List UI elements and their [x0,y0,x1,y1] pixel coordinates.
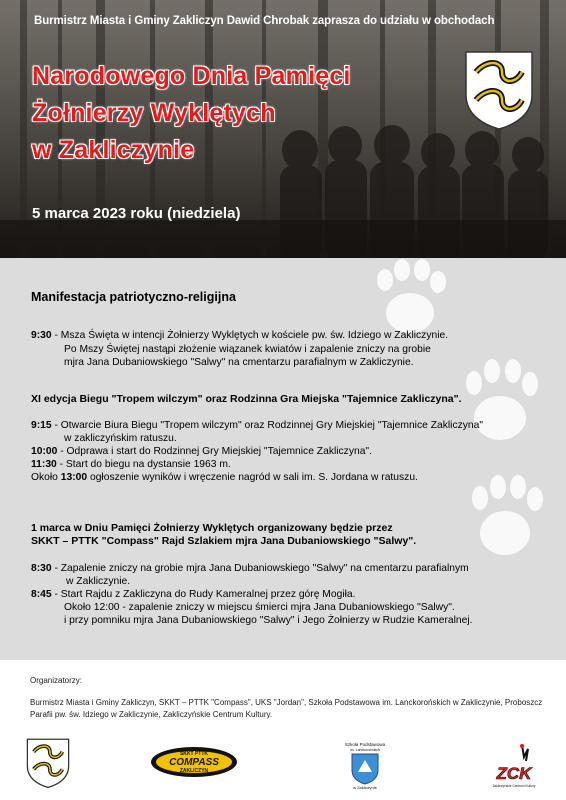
item-text: - Odprawa i start do Rodzinnej Gry Miejskiej "Tajemnice Zakliczyna". [57,446,372,457]
invitation-text: Burmistrz Miasta i Gminy Zakliczyn Dawid Chrobak zaprasza do udziału w obchodach [34,15,495,27]
school-logo [342,740,388,790]
item-text: - Start Rajdu z Zakliczyna do Rudy Kameralnej przez górę Mogiła. [51,589,356,600]
section2-item [31,472,418,483]
time-label: 11:30 [31,459,57,470]
time-label: 8:30 [31,563,52,574]
section3-item: i przy pomniku mjra Jana Dubaniowskiego "Salwy" i Jego Żołnierzy w Rudzie Kameralnej. [64,615,473,626]
item-text: - Start do biegu na dystansie 1963 m. [56,459,231,470]
section3-item [31,589,356,600]
event-date: 5 marca 2023 roku (niedziela) [32,205,241,222]
compass-main-text: COMPASS [169,757,219,768]
item-text: ogłoszenie wyników i wręczenie nagród w sali im. S. Jordana w ratuszu. [87,472,418,483]
title-line-2: Żołnierzy Wyklętych [32,99,276,127]
zakliczyn-crest-logo [464,50,534,130]
zck-logo [488,743,540,789]
hero-banner [0,0,566,258]
section2-item: w zakliczyńskim ratuszu. [64,433,177,444]
section3-heading-2: SKKT – PTTK "Compass" Rajd Szlakiem mjra Jana Dubaniowskiego "Salwy". [31,535,417,547]
compass-top-text: SKKT PTTK [179,751,209,757]
time-label: 10:00 [31,446,58,457]
section2-item [31,459,231,470]
title-line-1: Narodowego Dnia Pamięci [32,62,351,90]
zck-mark-text: ZCK [496,764,532,783]
item-text: - Zapalenie zniczy na grobie mjra Jana Dubaniowskiego "Salwy" na cmentarzu parafialnym [51,563,469,574]
section1-heading: Manifestacja patriotyczno-religijna [31,290,236,304]
school-name-line2: im. Lanckorońskich [350,748,380,752]
section3-item: w Zakliczynie. [66,576,131,587]
time-label: 9:30 [31,330,52,341]
section2-item [31,446,372,457]
section1-line-1 [31,330,448,341]
item-text: - Otwarcie Biura Biegu "Tropem wilczym" oraz Rodzinnej Gry Miejskiej "Tajemnice Zakliczyna" [51,420,483,431]
section3-item: Około 12:00 - zapalenie zniczy w miejscu śmierci mjra Jana Dubaniowskiego "Salwy". [64,602,455,613]
time-label: 9:15 [31,420,52,431]
line-text: - Msza Święta w intencji Żołnierzy Wyklętych w kościele pw. św. Idziego w Zakliczynie. [51,330,449,341]
time-label: 8:45 [31,589,52,600]
school-name-line3: w Zakliczynie [353,785,377,790]
zakliczyn-crest-small-logo [26,738,70,788]
section2-heading: XI edycja Biegu "Tropem wilczym" oraz Rodzinna Gra Miejska "Tajemnice Zakliczyna". [31,393,462,405]
section3-item [31,563,469,574]
section1-line-3: mjra Jana Dubaniowskiego "Salwy" na cmentarzu parafialnym w Zakliczynie. [64,357,414,368]
title-line-3: w Zakliczynie [32,136,195,164]
organizers-heading: Organizatorzy: [30,676,83,685]
zck-caption-text: Zakliczyńskie Centrum Kultury [492,784,536,788]
item-prefix: Około [31,472,61,483]
section2-item [31,420,483,431]
section1-line-2: Po Mszy Świętej nastąpi złożenie wiązanek kwiatów i zapalenie zniczy na grobie [64,344,431,355]
compass-pttk-logo [150,746,238,778]
compass-bottom-text: ZAKLICZYN [179,768,209,774]
school-name-line1: Szkoła Podstawowa [344,742,386,747]
organizers-text: Burmistrz Miasta i Gminy Zakliczyn, SKKT – PTTK "Compass", UKS "Jordan", Szkoła Podstawowa im. Lanckorońskich w Zakliczynie, Proboszcz Parafii pw. św. Idziego w Zakliczynie, Zakliczyńskie Centrum Kultury. [30,698,543,719]
time-label: 13:00 [60,472,88,483]
section3-heading-1: 1 marca w Dniu Pamięci Żołnierzy Wyklętych organizowany będzie przez [31,522,393,534]
